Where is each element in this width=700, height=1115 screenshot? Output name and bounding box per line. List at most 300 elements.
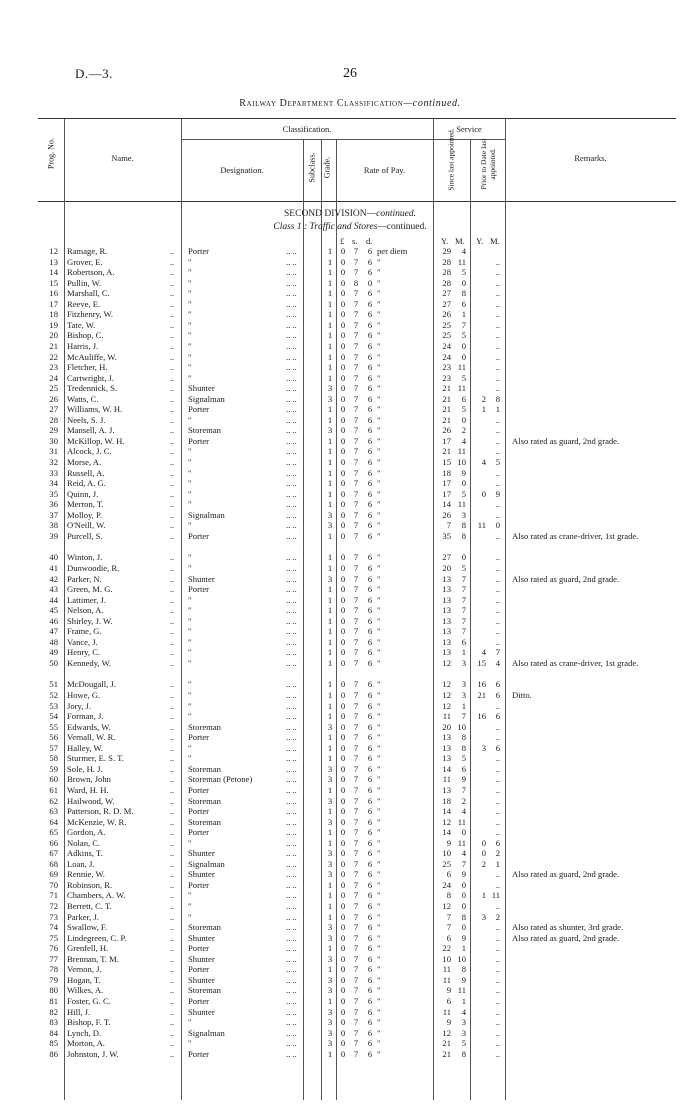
pay-period: " — [377, 351, 381, 362]
leader-dots: .. — [170, 932, 175, 943]
leader-dots: .. .. — [286, 901, 297, 911]
designation: Porter — [188, 246, 210, 256]
pay-pounds: 0 — [340, 425, 346, 436]
since-last-months: 1 — [461, 943, 466, 954]
leader-dots: .. — [170, 435, 175, 446]
leader-dots: .. .. — [286, 330, 297, 341]
table-row — [0, 616, 700, 626]
pay-pounds: 0 — [340, 657, 346, 668]
employee-name: Johnston, J. W. — [67, 1048, 119, 1059]
since-last-months: 10 — [457, 953, 466, 964]
since-last-months: 4 — [461, 246, 466, 256]
employee-name: Vernall, W. R. — [67, 732, 116, 743]
pay-pence: 6 — [367, 1006, 373, 1017]
since-last-months: 7 — [461, 319, 466, 330]
grade: 1 — [327, 372, 333, 383]
pay-period: " — [377, 732, 381, 743]
leader-dots: .. .. — [286, 520, 297, 531]
since-last-months: 6 — [461, 763, 466, 774]
since-last-months: 3 — [461, 657, 466, 668]
since-last-months: 0 — [461, 901, 466, 911]
pay-shillings: 7 — [353, 753, 359, 764]
pay-period: " — [377, 700, 381, 711]
pay-pence: 6 — [367, 319, 373, 330]
prog-no: 22 — [49, 351, 58, 362]
grade: 1 — [327, 288, 333, 299]
leader-dots: .. — [170, 922, 175, 933]
pay-shillings: 7 — [353, 573, 359, 584]
since-last-months: 4 — [461, 848, 466, 859]
prog-no: 59 — [49, 763, 58, 774]
years-unit: Y. — [441, 236, 449, 246]
prior-months: .. — [495, 309, 500, 320]
since-last-months: 0 — [461, 478, 466, 489]
pay-shillings: 7 — [353, 393, 359, 404]
pay-shillings: 7 — [353, 647, 359, 658]
designation: Shunter — [188, 932, 215, 943]
pay-pence: 0 — [367, 277, 373, 288]
pay-pence: 6 — [367, 478, 373, 489]
pay-pence: 6 — [367, 753, 373, 764]
prior-months: .. — [495, 901, 500, 911]
prog-no: 53 — [49, 700, 58, 711]
pay-period: " — [377, 256, 381, 267]
prior-years: 4 — [481, 647, 486, 658]
grade: 1 — [327, 351, 333, 362]
pay-period: " — [377, 816, 381, 827]
pay-pounds: 0 — [340, 753, 346, 764]
prog-no: 20 — [49, 330, 58, 341]
grade: 3 — [327, 1006, 333, 1017]
pay-period: " — [377, 753, 381, 764]
prior-months: .. — [495, 435, 500, 446]
pay-shillings: 7 — [353, 869, 359, 880]
leader-dots: .. — [170, 393, 175, 404]
pay-period: " — [377, 795, 381, 806]
prior-months: .. — [495, 1048, 500, 1059]
grade: 3 — [327, 393, 333, 404]
employee-name: Nolan, C. — [67, 837, 101, 848]
grade: 1 — [327, 995, 333, 1006]
since-last-months: 7 — [461, 615, 466, 626]
prog-no: 55 — [49, 721, 58, 732]
pay-period: " — [377, 995, 381, 1006]
prog-no: 25 — [49, 383, 58, 394]
designation: Storeman — [188, 425, 221, 436]
leader-dots: .. — [170, 795, 175, 806]
prior-months: 4 — [495, 657, 500, 668]
prog-no: 61 — [49, 784, 58, 795]
pay-pence: 6 — [367, 562, 373, 573]
prog-no: 76 — [49, 943, 58, 954]
pay-period: " — [377, 509, 381, 520]
table-row — [0, 531, 700, 541]
designation: Signalman — [188, 858, 225, 869]
pay-shillings: 7 — [353, 922, 359, 933]
table-row — [0, 552, 700, 562]
employee-name: Nelson, A. — [67, 605, 104, 616]
prog-no: 49 — [49, 647, 58, 658]
since-last-months: 7 — [461, 711, 466, 722]
table-row — [0, 246, 700, 256]
since-last-years: 21 — [442, 1048, 451, 1059]
pay-pounds: 0 — [340, 806, 346, 817]
prior-years: 0 — [481, 488, 486, 499]
leader-dots: .. — [170, 742, 175, 753]
since-last-months: 6 — [461, 636, 466, 647]
leader-dots: .. — [170, 911, 175, 922]
pay-period: " — [377, 837, 381, 848]
leader-dots: .. .. — [286, 1038, 297, 1049]
table-row — [0, 679, 700, 689]
pay-period: " — [377, 383, 381, 394]
since-last-months: 0 — [461, 890, 466, 901]
pay-pence: 6 — [367, 974, 373, 985]
employee-name: Morse, A. — [67, 457, 102, 467]
designation: Storeman — [188, 721, 221, 732]
grade: 1 — [327, 467, 333, 478]
table-row — [0, 510, 700, 520]
since-last-months: 7 — [461, 594, 466, 605]
prog-no: 46 — [49, 615, 58, 626]
pay-period: " — [377, 901, 381, 911]
designation: " — [188, 615, 192, 626]
grade: 3 — [327, 985, 333, 996]
designation: " — [188, 679, 192, 690]
since-last-years: 13 — [442, 742, 451, 753]
prior-months: 9 — [495, 488, 500, 499]
pay-period: " — [377, 932, 381, 943]
table-row — [0, 1049, 700, 1059]
pay-period: " — [377, 721, 381, 732]
employee-name: Brown, John — [67, 774, 111, 785]
since-last-years: 27 — [442, 288, 451, 299]
designation: Porter — [188, 806, 210, 817]
table-row — [0, 996, 700, 1006]
prior-months: .. — [495, 499, 500, 510]
pay-pence: 6 — [367, 932, 373, 943]
grade: 1 — [327, 446, 333, 457]
table-row — [0, 933, 700, 943]
since-last-months: 9 — [461, 932, 466, 943]
employee-name: Sole, H. J. — [67, 763, 103, 774]
since-last-months: 8 — [461, 1048, 466, 1059]
since-last-years: 13 — [442, 615, 451, 626]
pay-pence: 6 — [367, 594, 373, 605]
pay-shillings: 7 — [353, 964, 359, 975]
pay-period: " — [377, 763, 381, 774]
pay-pence: 6 — [367, 520, 373, 531]
remarks: Also rated as guard, 2nd grade. — [512, 932, 620, 943]
employee-name: Grenfell, H. — [67, 943, 109, 954]
table-row — [0, 362, 700, 372]
leader-dots: .. .. — [286, 509, 297, 520]
pay-period: " — [377, 647, 381, 658]
prior-months: .. — [495, 953, 500, 964]
table-row — [0, 352, 700, 362]
table-row — [0, 394, 700, 404]
pay-pence: 6 — [367, 869, 373, 880]
prior-months: .. — [495, 288, 500, 299]
leader-dots: .. .. — [286, 404, 297, 415]
prior-years: 2 — [481, 858, 486, 869]
class-continued: —continued. — [377, 222, 427, 232]
since-last-years: 12 — [442, 901, 451, 911]
since-last-years: 18 — [442, 467, 451, 478]
prog-no: 43 — [49, 584, 58, 595]
since-last-months: 4 — [461, 1006, 466, 1017]
leader-dots: .. .. — [286, 953, 297, 964]
pay-period: " — [377, 711, 381, 722]
leader-dots: .. — [170, 351, 175, 362]
leader-dots: .. — [170, 457, 175, 467]
employee-name: Purcell, S. — [67, 530, 103, 541]
leader-dots: .. — [170, 690, 175, 700]
pay-pounds: 0 — [340, 584, 346, 595]
since-last-months: 7 — [461, 573, 466, 584]
leader-dots: .. .. — [286, 679, 297, 690]
table-row — [0, 690, 700, 700]
leader-dots: .. — [170, 626, 175, 637]
grade: 3 — [327, 509, 333, 520]
employee-name: Fletcher, H. — [67, 362, 108, 373]
pay-period: " — [377, 858, 381, 869]
pay-pounds: 0 — [340, 879, 346, 890]
table-row — [0, 943, 700, 953]
since-last-years: 7 — [446, 520, 451, 531]
since-last-years: 24 — [442, 879, 451, 890]
leader-dots: .. — [170, 974, 175, 985]
grade: 1 — [327, 298, 333, 309]
prior-months: .. — [495, 827, 500, 838]
designation: " — [188, 520, 192, 531]
leader-dots: .. .. — [286, 246, 297, 256]
since-last-years: 17 — [442, 478, 451, 489]
leader-dots: .. — [170, 837, 175, 848]
employee-name: Foster, G. C. — [67, 995, 111, 1006]
employee-name: Lattimer, J. — [67, 594, 107, 605]
pay-pounds: 0 — [340, 478, 346, 489]
pay-period: " — [377, 362, 381, 373]
grade: 1 — [327, 488, 333, 499]
since-last-years: 14 — [442, 827, 451, 838]
pay-shillings: 7 — [353, 446, 359, 457]
pay-pounds: 0 — [340, 1017, 346, 1028]
since-last-months: 5 — [461, 753, 466, 764]
pay-period: " — [377, 267, 381, 278]
pay-pence: 6 — [367, 784, 373, 795]
pay-pounds: 0 — [340, 594, 346, 605]
designation: Shunter — [188, 383, 215, 394]
pay-pence: 6 — [367, 446, 373, 457]
pay-pounds: 0 — [340, 562, 346, 573]
employee-name: Merron, T. — [67, 499, 104, 510]
leader-dots: .. — [170, 520, 175, 531]
leader-dots: .. .. — [286, 890, 297, 901]
employee-name: Berrett, C. T. — [67, 901, 112, 911]
pay-shillings: 7 — [353, 679, 359, 690]
employee-name: Neels, S. J. — [67, 414, 106, 425]
pay-period: " — [377, 1048, 381, 1059]
pay-period: " — [377, 467, 381, 478]
pay-period: " — [377, 594, 381, 605]
designation: " — [188, 700, 192, 711]
prog-no: 82 — [49, 1006, 58, 1017]
pay-period: " — [377, 372, 381, 383]
table-row — [0, 415, 700, 425]
document-reference: D.—3. — [75, 66, 113, 81]
prior-months: .. — [495, 530, 500, 541]
pay-shillings: 7 — [353, 711, 359, 722]
pay-pence: 6 — [367, 383, 373, 394]
designation: " — [188, 340, 192, 351]
since-last-years: 25 — [442, 319, 451, 330]
designation: " — [188, 594, 192, 605]
pay-period: " — [377, 309, 381, 320]
since-last-months: 0 — [461, 340, 466, 351]
table-row — [0, 330, 700, 340]
pay-pence: 6 — [367, 435, 373, 446]
since-last-months: 11 — [457, 499, 466, 510]
since-last-years: 20 — [442, 562, 451, 573]
pay-shillings: 7 — [353, 901, 359, 911]
designation: Shunter — [188, 573, 215, 584]
pay-pounds: 0 — [340, 1048, 346, 1059]
employee-name: Fitzhenry, W. — [67, 309, 113, 320]
prior-months: .. — [495, 573, 500, 584]
pay-pence: 6 — [367, 806, 373, 817]
leader-dots: .. .. — [286, 425, 297, 436]
since-last-months: 2 — [461, 795, 466, 806]
leader-dots: .. — [170, 277, 175, 288]
pay-shillings: 7 — [353, 605, 359, 616]
employee-name: Kennedy, W. — [67, 657, 112, 668]
pay-period: " — [377, 626, 381, 637]
designation: " — [188, 605, 192, 616]
leader-dots: .. — [170, 721, 175, 732]
pay-period: " — [377, 1038, 381, 1049]
prog-no: 67 — [49, 848, 58, 859]
header-divider — [303, 139, 304, 201]
since-last-years: 26 — [442, 309, 451, 320]
prog-no: 54 — [49, 711, 58, 722]
pay-pence: 6 — [367, 816, 373, 827]
since-last-years: 12 — [442, 690, 451, 700]
designation: Signalman — [188, 393, 225, 404]
prog-no: 60 — [49, 774, 58, 785]
leader-dots: .. — [170, 573, 175, 584]
pay-shillings: 7 — [353, 594, 359, 605]
prior-months: .. — [495, 964, 500, 975]
pay-pence: 6 — [367, 351, 373, 362]
pay-period: " — [377, 615, 381, 626]
pay-shillings: 7 — [353, 636, 359, 647]
prior-months: .. — [495, 467, 500, 478]
pay-pounds: 0 — [340, 721, 346, 732]
employee-name: Henry, C. — [67, 647, 101, 658]
leader-dots: .. — [170, 615, 175, 626]
prior-months: .. — [495, 330, 500, 341]
pay-pounds: 0 — [340, 267, 346, 278]
designation: Storeman — [188, 922, 221, 933]
leader-dots: .. .. — [286, 562, 297, 573]
grade: 1 — [327, 478, 333, 489]
employee-name: O'Neill, W. — [67, 520, 106, 531]
designation: Shunter — [188, 974, 215, 985]
prior-months: .. — [495, 478, 500, 489]
prior-months: .. — [495, 584, 500, 595]
pay-pounds: 0 — [340, 774, 346, 785]
leader-dots: .. — [170, 848, 175, 859]
leader-dots: .. — [170, 890, 175, 901]
table-row — [0, 457, 700, 467]
employee-name: Jory, J. — [67, 700, 92, 711]
grade: 1 — [327, 530, 333, 541]
pay-pounds: 0 — [340, 330, 346, 341]
since-last-header: Since last appointed. — [446, 128, 456, 191]
leader-dots: .. .. — [286, 478, 297, 489]
table-row — [0, 489, 700, 499]
designation: " — [188, 256, 192, 267]
pay-pounds: 0 — [340, 530, 346, 541]
since-last-months: 3 — [461, 509, 466, 520]
employee-name: Parker, J. — [67, 911, 99, 922]
pay-pounds: 0 — [340, 974, 346, 985]
designation: Porter — [188, 827, 210, 838]
since-last-months: 5 — [461, 404, 466, 415]
since-last-months: 9 — [461, 467, 466, 478]
since-last-years: 29 — [442, 246, 451, 256]
since-last-months: 5 — [461, 372, 466, 383]
grade: 1 — [327, 267, 333, 278]
pay-pence: 6 — [367, 509, 373, 520]
pay-pounds: 0 — [340, 288, 346, 299]
grade: 3 — [327, 869, 333, 880]
since-last-months: 2 — [461, 425, 466, 436]
pay-shillings: 7 — [353, 351, 359, 362]
pay-pounds: 0 — [340, 351, 346, 362]
prior-months: .. — [495, 615, 500, 626]
grade: 1 — [327, 404, 333, 415]
prog-no: 41 — [49, 562, 58, 573]
pence-unit: d. — [366, 236, 373, 246]
grade: 1 — [327, 837, 333, 848]
pay-pence: 6 — [367, 732, 373, 743]
table-row — [0, 520, 700, 530]
designation: Storeman — [188, 816, 221, 827]
pay-shillings: 7 — [353, 932, 359, 943]
prog-no: 52 — [49, 690, 58, 700]
pay-period: " — [377, 985, 381, 996]
division-heading — [0, 209, 700, 219]
grade: 1 — [327, 827, 333, 838]
pay-shillings: 7 — [353, 330, 359, 341]
pay-shillings: 7 — [353, 700, 359, 711]
since-last-months: 8 — [461, 520, 466, 531]
leader-dots: .. — [170, 446, 175, 457]
employee-name: Vernon, J. — [67, 964, 102, 975]
prior-months: 6 — [495, 679, 500, 690]
designation: Shunter — [188, 869, 215, 880]
classification-header: Classification. — [282, 124, 332, 134]
employee-name: Dunwoodie, R. — [67, 562, 120, 573]
table-row — [0, 954, 700, 964]
page-number: 26 — [343, 66, 357, 81]
pay-shillings: 7 — [353, 530, 359, 541]
pay-period: " — [377, 890, 381, 901]
pay-pounds: 0 — [340, 340, 346, 351]
prog-no: 13 — [49, 256, 58, 267]
